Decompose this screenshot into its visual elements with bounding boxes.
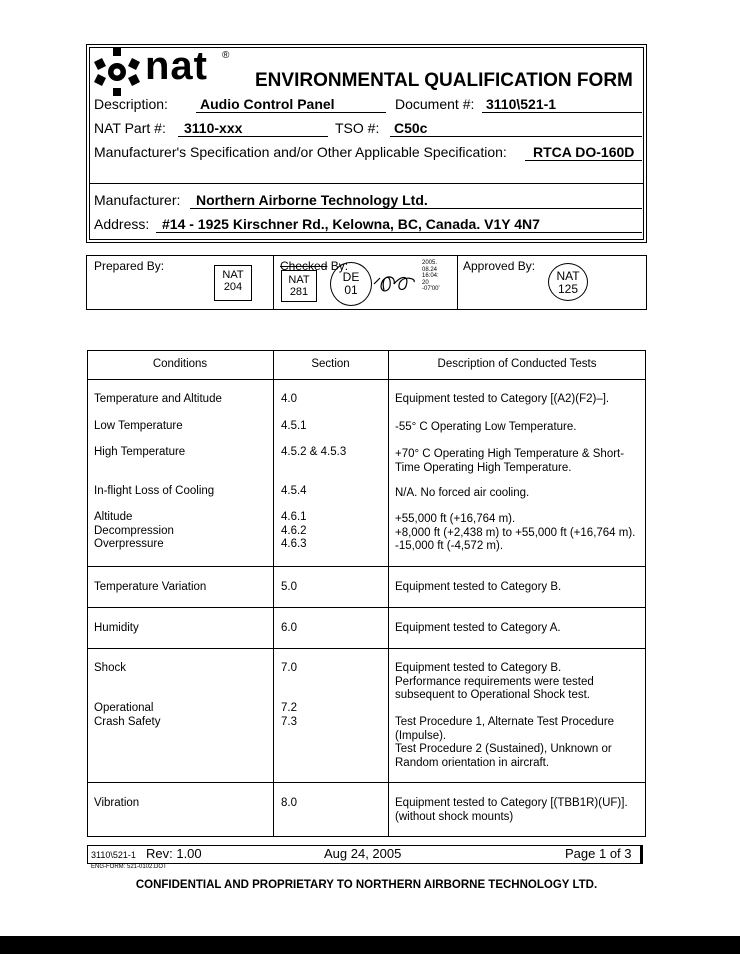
condition-text: Overpressure — [94, 538, 164, 550]
section-text: 6.0 — [281, 622, 297, 634]
description-text: Equipment tested to Category B. — [395, 662, 562, 674]
footer-form-id: ENG-FORM: 521-0102.DOT — [91, 864, 167, 870]
description-text: Performance requirements were tested — [395, 675, 594, 688]
checked-stamp — [281, 270, 317, 302]
description-text: Equipment tested to Category [(A2)(F2)–]. — [395, 393, 610, 405]
section-text: 8.0 — [281, 797, 297, 809]
document-value: 3110\521-1 — [486, 96, 557, 112]
section-text: 4.5.1 — [281, 420, 307, 432]
section-text: 4.6.1 — [281, 511, 307, 523]
section-text: 7.2 — [281, 702, 297, 714]
description-text: N/A. No forced air cooling. — [395, 487, 530, 499]
spec-value: RTCA DO-160D — [533, 144, 635, 160]
condition-text: Altitude — [94, 511, 133, 523]
approved-label: Approved By: — [463, 259, 536, 273]
tso-label: TSO #: — [335, 120, 380, 136]
address-value: #14 - 1925 Kirschner Rd., Kelowna, BC, Canada. V1Y 4N7 — [162, 216, 540, 232]
logo-registered-mark: ® — [222, 50, 230, 61]
description-value: Audio Control Panel — [200, 96, 335, 112]
section-text: 4.0 — [281, 393, 297, 405]
table-col-divider-1 — [273, 350, 274, 837]
table-row — [395, 622, 561, 636]
condition-text: Humidity — [94, 622, 139, 634]
address-label: Address: — [94, 216, 150, 232]
condition-text: Vibration — [94, 797, 140, 809]
table-row — [281, 511, 307, 552]
table-row — [395, 513, 635, 554]
table-row — [395, 448, 624, 475]
table-row — [395, 716, 614, 770]
table-row — [94, 797, 139, 811]
table-row — [94, 393, 222, 407]
digital-stamp-line-2: 08.24 — [422, 266, 438, 273]
approved-circle-stamp — [548, 263, 588, 301]
spec-label: Manufacturer's Specification and/or Other Applicable Specification: — [94, 144, 507, 160]
manufacturer-label: Manufacturer: — [94, 192, 181, 208]
digital-stamp-line-3: 16:04: — [422, 273, 439, 279]
document-underline — [482, 112, 642, 113]
footer-date: Aug 24, 2005 — [324, 846, 402, 861]
table-header-conditions: Conditions — [152, 358, 208, 370]
condition-text: Decompression — [94, 524, 174, 537]
signoff-divider-1 — [273, 255, 274, 310]
description-text: (Impulse). — [395, 729, 447, 742]
table-row — [395, 393, 609, 407]
address-underline — [156, 232, 642, 233]
part-underline — [178, 136, 328, 137]
condition-text: In-flight Loss of Cooling — [94, 485, 215, 497]
checked-stamp-line1: NAT — [288, 274, 310, 286]
section-text: 5.0 — [281, 581, 297, 593]
footer-page: Page 1 of 3 — [565, 846, 632, 861]
table-group-divider-2 — [87, 607, 646, 608]
condition-text: Temperature Variation — [94, 581, 207, 593]
checked-circle-line1: DE — [342, 270, 360, 284]
approved-circle-line2: 125 — [557, 282, 579, 296]
table-row — [395, 581, 561, 595]
confidential-notice: CONFIDENTIAL AND PROPRIETARY TO NORTHERN AIRBORNE TECHNOLOGY LTD. — [135, 879, 598, 891]
table-row — [94, 420, 183, 434]
checked-label-rest: By: — [327, 259, 349, 273]
approved-circle-line1: NAT — [556, 269, 580, 283]
document-label: Document #: — [395, 96, 475, 112]
description-text: -55° C Operating Low Temperature. — [395, 421, 577, 433]
prepared-stamp — [214, 265, 252, 301]
table-group-divider-4 — [87, 782, 646, 783]
table-row — [94, 702, 160, 729]
table-row — [281, 485, 307, 499]
table-row — [281, 622, 297, 636]
description-text: Test Procedure 1, Alternate Test Procedure — [395, 716, 615, 728]
table-group-divider-1 — [87, 566, 646, 567]
table-row — [94, 662, 126, 676]
prepared-label: Prepared By: — [94, 259, 165, 273]
section-text: 4.5.4 — [281, 485, 307, 497]
table-row — [94, 581, 206, 595]
digital-stamp-line-4: 20 — [422, 279, 429, 286]
nat-logo-icon — [92, 48, 142, 96]
table-row — [395, 662, 594, 703]
scan-bottom-edge — [0, 936, 740, 954]
section-text: 7.3 — [281, 715, 297, 728]
description-text: Equipment tested to Category [(TBB1R)(UF)]. — [395, 797, 628, 809]
description-text: +8,000 ft (+2,438 m) to +55,000 ft (+16,764 m). — [395, 526, 636, 539]
condition-text: Operational — [94, 702, 154, 714]
table-row — [94, 511, 174, 552]
table-header-section: Section — [311, 358, 350, 370]
description-text: Equipment tested to Category A. — [395, 622, 561, 634]
description-text: Test Procedure 2 (Sustained), Unknown or — [395, 743, 612, 755]
description-text: +70° C Operating High Temperature & Short- — [395, 448, 625, 460]
spec-underline — [525, 160, 642, 161]
tso-value: C50c — [394, 120, 428, 136]
description-label: Description: — [94, 96, 168, 112]
section-text: 4.5.2 & 4.5.3 — [281, 446, 347, 458]
condition-text: Temperature and Altitude — [94, 393, 222, 405]
checked-circle-line2: 01 — [344, 283, 358, 297]
part-value: 3110-xxx — [184, 120, 243, 136]
description-text: subsequent to Operational Shock test. — [395, 689, 590, 701]
table-col-divider-2 — [388, 350, 389, 837]
digital-stamp-line-1: 2005. — [422, 260, 438, 266]
footer-rev: Rev: 1.00 — [146, 846, 202, 861]
table-row — [94, 485, 214, 499]
description-text: -15,000 ft (-4,572 m). — [395, 540, 504, 552]
footer-right-bar — [640, 845, 643, 864]
table-row — [281, 662, 297, 676]
part-label: NAT Part #: — [94, 120, 166, 136]
section-text: 4.6.3 — [281, 538, 307, 550]
manufacturer-underline — [190, 208, 642, 209]
footer-doc-number: 3110\521-1 — [91, 850, 136, 860]
table-row — [94, 622, 139, 636]
digital-stamp-line-5: -07'00' — [422, 286, 440, 292]
checked-stamp-line2: 281 — [289, 286, 309, 298]
table-header-divider — [87, 379, 646, 380]
description-text: Time Operating High Temperature. — [395, 461, 572, 474]
table-row — [395, 421, 576, 435]
table-row — [281, 581, 297, 595]
prepared-stamp-line1: NAT — [222, 269, 244, 281]
table-row — [395, 797, 628, 824]
manufacturer-value: Northern Airborne Technology Ltd. — [196, 192, 428, 208]
description-text: +55,000 ft (+16,764 m). — [395, 513, 516, 525]
condition-text: Crash Safety — [94, 715, 161, 728]
description-text: Equipment tested to Category B. — [395, 581, 562, 593]
section-text: 7.0 — [281, 662, 297, 674]
description-text: (without shock mounts) — [395, 810, 514, 823]
table-row — [281, 702, 297, 729]
table-row — [395, 487, 529, 501]
table-row — [281, 393, 297, 407]
condition-text: Shock — [94, 662, 126, 674]
form-title: ENVIRONMENTAL QUALIFICATION FORM — [255, 70, 633, 91]
table-row — [281, 420, 307, 434]
description-text: Random orientation in aircraft. — [395, 756, 550, 769]
table-row — [281, 797, 297, 811]
checked-circle-stamp — [330, 262, 372, 306]
condition-text: Low Temperature — [94, 420, 183, 432]
checked-label-struck: Checked — [280, 259, 328, 273]
condition-text: High Temperature — [94, 446, 186, 458]
description-underline — [196, 112, 386, 113]
table-header-description: Description of Conducted Tests — [437, 358, 597, 370]
signature-scribble-icon — [370, 268, 420, 298]
signoff-divider-2 — [457, 255, 458, 310]
digital-signature-stamp — [422, 260, 440, 293]
section-text: 4.6.2 — [281, 524, 307, 537]
table-row — [281, 446, 346, 460]
tso-underline — [390, 136, 642, 137]
logo-wordmark: nat — [145, 44, 208, 88]
table-row — [94, 446, 185, 460]
table-group-divider-3 — [87, 648, 646, 649]
spec-blank-line — [89, 183, 644, 184]
prepared-stamp-line2: 204 — [223, 281, 243, 293]
